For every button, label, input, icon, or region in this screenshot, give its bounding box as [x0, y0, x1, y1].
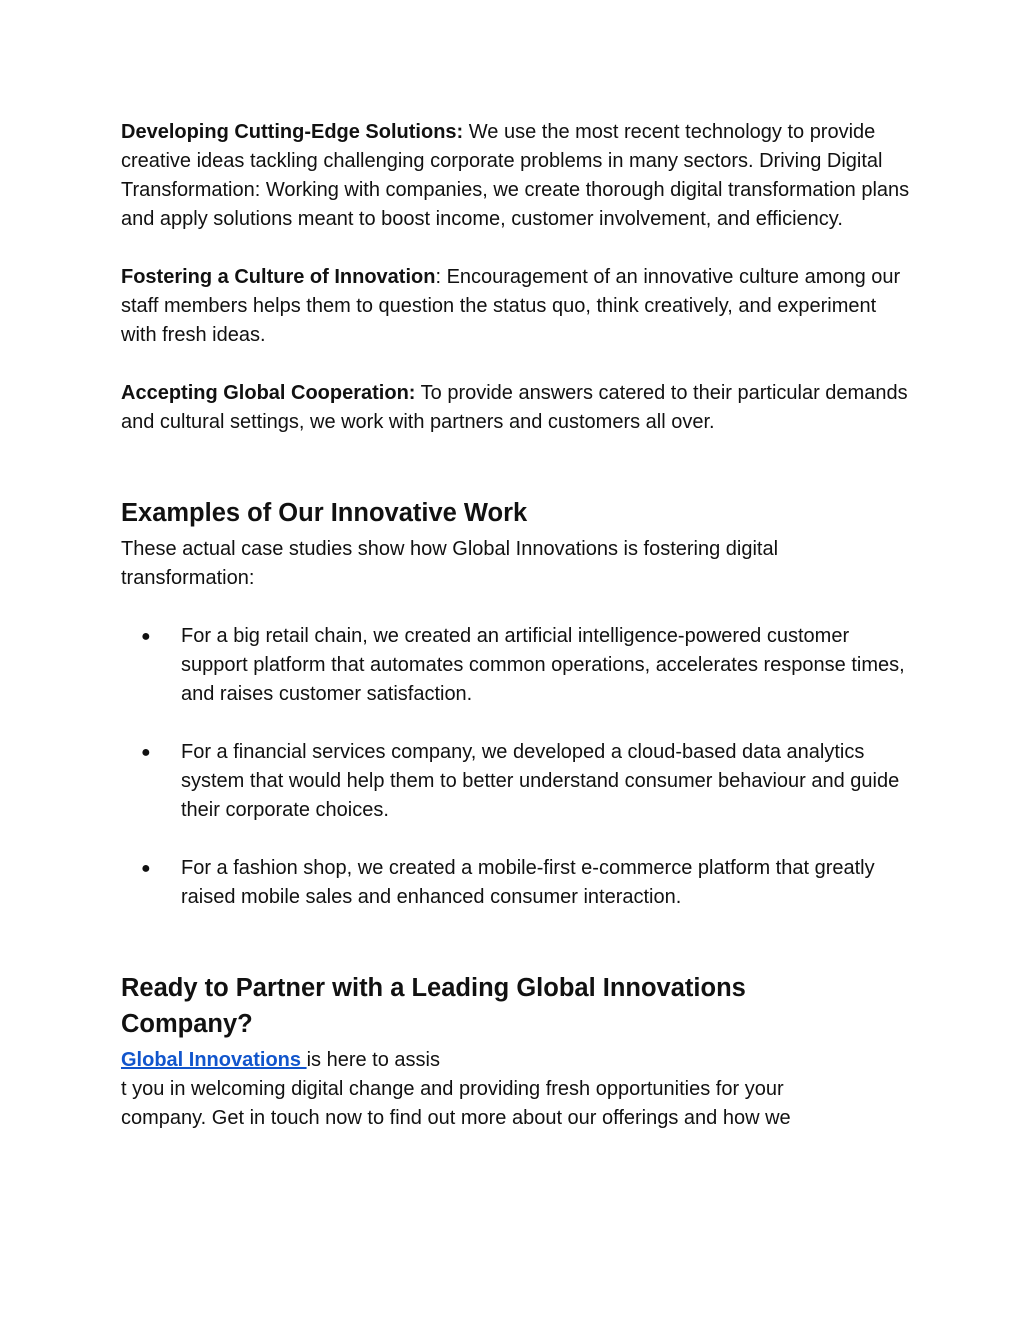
list-item: [121, 622, 911, 709]
list-item-text: For a big retail chain, we created an artificial intelligence-powered customer support platform that automates common operations, accelerates response times, and raises customer satisfaction.: [181, 625, 905, 705]
paragraph-text: : Encouragement of an innovative culture among our staff members helps them to question the status quo, think creatively, and experiment with fresh ideas.: [121, 266, 901, 346]
list-item: [121, 854, 911, 912]
ready-heading: [121, 970, 911, 1042]
list-item: [121, 738, 911, 825]
ready-text-line2: t you in welcoming digital change and providing fresh opportunities for your: [121, 1078, 784, 1100]
ready-text-line3: company. Get in touch now to find out more about our offerings and how we: [121, 1107, 791, 1129]
list-item-text: For a fashion shop, we created a mobile-first e-commerce platform that greatly raised mobile sales and enhanced consumer interaction.: [181, 857, 875, 908]
bullet-icon: ●: [141, 860, 151, 877]
bullet-icon: ●: [141, 744, 151, 761]
paragraph-text: To provide answers catered to their particular demands and cultural settings, we work with partners and customers all over.: [121, 382, 908, 433]
paragraph-cutting-edge: [121, 118, 911, 234]
document-page: [121, 118, 911, 1133]
examples-heading: Examples of Our Innovative Work: [121, 499, 528, 527]
list-item-text: For a financial services company, we developed a cloud-based data analytics system that would help them to better understand consumer behaviour and guide their corporate choices.: [181, 741, 900, 821]
paragraph-culture: [121, 263, 911, 350]
paragraph-heading: Developing Cutting-Edge Solutions:: [121, 121, 464, 143]
global-innovations-link[interactable]: Global Innovations: [121, 1049, 307, 1071]
paragraph-cooperation: [121, 379, 911, 437]
ready-heading-line2: Company?: [121, 1010, 253, 1038]
paragraph-heading: Accepting Global Cooperation:: [121, 382, 416, 404]
paragraph-heading: Fostering a Culture of Innovation: [121, 266, 436, 288]
examples-intro: These actual case studies show how Global Innovations is fostering digital transformation:: [121, 538, 779, 589]
ready-paragraph: [121, 1046, 911, 1133]
paragraph-text: We use the most recent technology to provide creative ideas tackling challenging corporate problems in many sectors. Driving Digital Transformation: Working with companies, we create thorough digital transformation plans and apply solutions meant to boost income, customer involvement, and efficiency.: [121, 121, 910, 230]
ready-text-after-link: is here to assis: [306, 1049, 440, 1071]
ready-heading-line1: Ready to Partner with a Leading Global Innovations: [121, 974, 746, 1002]
examples-list: [121, 622, 911, 912]
bullet-icon: ●: [141, 628, 151, 645]
